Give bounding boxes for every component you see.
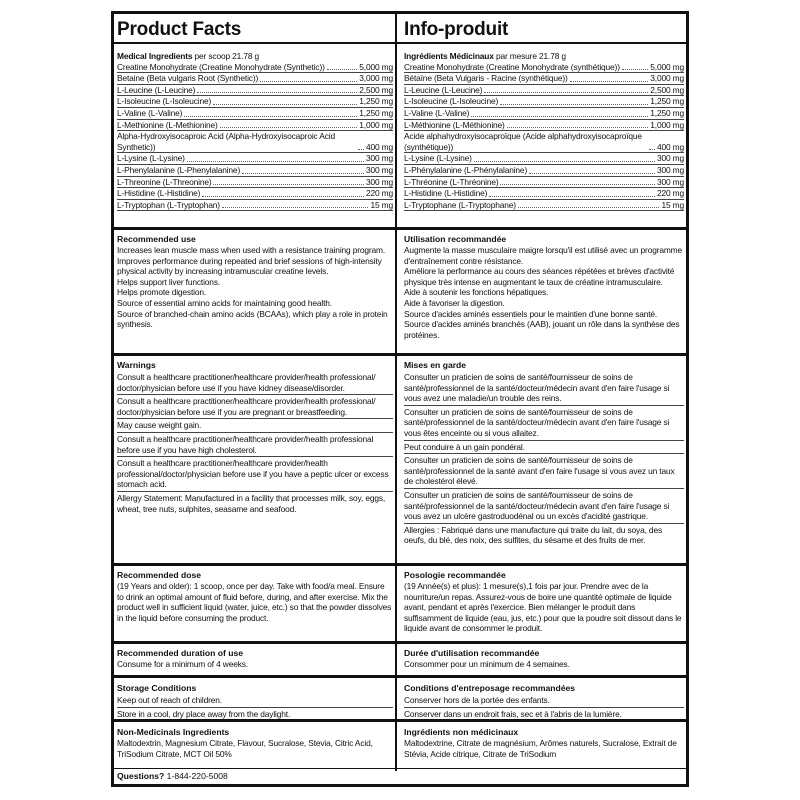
use-item: Source d'acides aminés essentiels pour le maintien d'une bonne santé. (404, 308, 658, 319)
storage-item: Store in a cool, dry place away from the daylight. (117, 708, 291, 719)
use-item: Augmente la masse musculaire maigre lorsqu'il est utilisé avec un programme d'entraînement contre résistance. (404, 245, 683, 266)
section-title: Conditions d'entreposage recommandées (404, 683, 576, 693)
leader-dots (474, 161, 655, 162)
ingredient-amount: 400 mg (656, 141, 684, 152)
warning-item: Consult a healthcare practitioner/healthcare provider/health professional/doctor/physician before use if you have a peptic ulcer or excess stomach acid. (117, 457, 393, 492)
leader-dots (222, 207, 369, 208)
storage-en (117, 683, 393, 720)
ingredient-amount: 300 mg (656, 176, 684, 187)
medical-ingredients-fr (404, 51, 684, 211)
ingredient-amount: 1,250 mg (650, 96, 684, 107)
ingredient-row (404, 153, 684, 165)
medical-rows (404, 62, 684, 212)
ingredient-amount: 1,250 mg (359, 107, 393, 118)
section-title: Warnings (117, 360, 156, 370)
heading-fr: Info-produit (404, 19, 509, 40)
section-title: Posologie recommandée (404, 570, 506, 580)
duration-en (117, 648, 393, 670)
recommended-use-en (117, 234, 393, 330)
section-title: Recommended use (117, 234, 196, 244)
ingredient-row (117, 96, 393, 108)
leader-dots (622, 69, 648, 70)
ingredient-amount: 300 mg (365, 176, 393, 187)
ingredient-amount: 300 mg (365, 164, 393, 175)
use-list (117, 245, 393, 330)
ingredient-row (404, 73, 684, 85)
warning-item: Consulter un praticien de soins de santé/fournisseur de soins de santé/professionnel de la santé/docteur/médecin avant d'en faire l'usage si vous avez une maladie/un trouble des reins. (404, 371, 684, 406)
ingredient-row (404, 108, 684, 120)
leader-dots (197, 92, 357, 93)
ingredient-name: L-Methionine (L-Methionine) (117, 119, 218, 130)
ingredient-row (117, 165, 393, 177)
medical-title (404, 51, 684, 62)
ingredient-row (404, 165, 684, 177)
warnings-list (117, 371, 393, 515)
leader-dots (484, 92, 648, 93)
ingredient-amount: 3,000 mg (650, 73, 684, 84)
ingredient-amount: 220 mg (365, 188, 393, 199)
ingredient-row (117, 85, 393, 97)
questions-line (117, 771, 228, 782)
use-item: Améliore la performance au cours des séances répétées et brèves d'activité physique très intense en augmentant le taux de créatine intramusculaire. (404, 266, 675, 287)
storage-item: Conserver hors de la portée des enfants. (404, 694, 684, 708)
ingredient-row (117, 131, 393, 153)
ingredient-row (117, 62, 393, 74)
divider-duration (114, 675, 686, 678)
ingredient-amount: 1,250 mg (650, 107, 684, 118)
duration-fr (404, 648, 684, 670)
ingredient-row (117, 153, 393, 165)
medical-rows (117, 62, 393, 212)
leader-dots (507, 127, 649, 128)
ingredient-name: Betaine (Beta vulgaris Root (Synthetic)) (117, 73, 259, 84)
use-item: Increases lean muscle mass when used with a resistance training program. (117, 245, 386, 255)
recommended-use-fr (404, 234, 684, 340)
dose-text: (19 Année(s) et plus): 1 mesure(s),1 fois par jour. Prendre avec de la nourriture/un repas. Assurez-vous de boire une quantité optimale de liquide avant, pendant et après l'exercice. Bien mélanger le produit dans suffisamment de liquide (eau, jus, etc.) pour que la poudre soit dissout dans le liquide avant de consommer le produit. (404, 581, 682, 634)
section-title: Mises en garde (404, 360, 467, 370)
column-divider (395, 14, 397, 771)
leader-dots (489, 196, 655, 197)
section-title: Durée d'utilisation recommandée (404, 648, 540, 658)
ingredient-name: L-Phenylalanine (L-Phenylalanine) (117, 164, 241, 175)
ingredient-name: Creatine Monohydrate (Creatine Monohydrate (synthétique)) (404, 61, 620, 72)
divider-dose (114, 641, 686, 644)
ingredient-name: L-Isoleucine (L-Isoleucine) (117, 96, 212, 107)
phone-number[interactable]: 1-844-220-5008 (166, 771, 228, 781)
ingredient-row (404, 177, 684, 189)
ingredient-name: Creatine Monohydrate (Creatine Monohydrate (Synthetic)) (117, 61, 325, 72)
non-medicinal-en (117, 727, 393, 759)
medical-ingredients-en (117, 51, 393, 211)
ingredient-name: L-Histidine (L-Histidine) (404, 188, 488, 199)
warning-item: Allergy Statement: Manufactured in a facility that processes milk, soy, eggs, wheat, tree nuts, sulphites, seasame and seafood. (117, 492, 386, 514)
ingredient-amount: 1,000 mg (359, 119, 393, 130)
ingredient-name: L-Lysine (L-Lysine) (117, 153, 185, 164)
ingredient-amount: 5,000 mg (359, 61, 393, 72)
ingredient-row (117, 120, 393, 132)
use-item: Helps promote digestion. (117, 287, 207, 298)
section-title: Recommended dose (117, 570, 202, 580)
ingredient-name: L-Isoleucine (L-Isoleucine) (404, 96, 499, 107)
recommended-dose-fr (404, 570, 684, 634)
ingredient-row (117, 73, 393, 85)
ingredient-name: L-Valine (L-Valine) (117, 107, 183, 118)
warning-item: Allergies : Fabriqué dans une manufacture qui traite du lait, du soya, des oeufs, du blé, des noix, des sulfites, du sésame et des fruits de mer. (404, 524, 662, 546)
use-item: Aide à favoriser la digestion. (404, 297, 505, 308)
storage-item: Conserver dans un endroit frais, sec et à l'abris de la lumière. (404, 708, 622, 719)
ingredient-name: L-Leucine (L-Leucine) (404, 84, 483, 95)
warnings-list (404, 371, 684, 547)
leader-dots (184, 116, 357, 117)
ingredient-row (117, 108, 393, 120)
section-title: Recommended duration of use (117, 648, 244, 658)
ingredient-name: L-Lysine (L-Lysine) (404, 153, 472, 164)
leader-dots (213, 184, 363, 185)
leader-dots (529, 173, 655, 174)
ingredient-amount: 5,000 mg (650, 61, 684, 72)
warning-item: Peut conduire à un gain pondéral. (404, 441, 684, 455)
divider-warnings (114, 563, 686, 566)
warning-item: Consulter un praticien de soins de santé/fournisseur de soins de santé/professionnel de la santé/docteur/médecin avant d'en faire l'usage si vous êtes enceinte ou si vous allaitez. (404, 406, 684, 441)
leader-dots (220, 127, 358, 128)
ingredient-amount: 300 mg (656, 153, 684, 164)
warning-item: May cause weight gain. (117, 419, 393, 433)
use-item: Source of essential amino acids for maintaining good health. (117, 297, 332, 308)
leader-dots (518, 207, 660, 208)
serving-size: par mesure 21.78 g (495, 51, 566, 61)
dose-text: (19 Years and older): 1 scoop, once per day. Take with food/a meal. Ensure to drink an optimal amount of fluid before, during, and after exercise. Mix the product well in sufficient liquid (water, juice, etc.) so that the powder dissolves in the liquid before consuming the product. (117, 581, 392, 623)
questions-label: Questions? (117, 771, 165, 781)
ingredient-amount: 2,500 mg (359, 84, 393, 95)
use-item: Improves performance during repeated and brief sessions of high-intensity physical activity by increasing intramuscular creatine levels. (117, 255, 382, 277)
ingredient-amount: 220 mg (656, 188, 684, 199)
ingredient-amount: 3,000 mg (359, 73, 393, 84)
ingredient-row (404, 96, 684, 108)
leader-dots (242, 173, 364, 174)
warnings-en (117, 360, 393, 515)
use-item: Helps support liver functions. (117, 276, 221, 287)
non-medicinal-text: Maltodextrine, Citrate de magnésium, Arômes naturels, Sucralose, Extrait de Stévia, Acide citrique, Citrate de TriSodium (404, 738, 677, 759)
ingredient-amount: 15 mg (661, 199, 684, 210)
ingredient-name: L-Tryptophane (L-Tryptophane) (404, 199, 516, 210)
ingredient-amount: 300 mg (656, 164, 684, 175)
duration-text: Consume for a minimum of 4 weeks. (117, 659, 248, 669)
ingredient-name: Alpha-Hydroxyisocaproic Acid (Alpha-Hydroxyisocaproic Acid Synthetic)) (117, 131, 335, 152)
ingredient-row (404, 120, 684, 132)
non-medicinal-text: Maltodextrin, Magnesium Citrate, Flavour, Sucralose, Stevia, Citric Acid, TriSodium Citrate, MCT Oil 50% (117, 738, 373, 759)
ingredient-row (117, 177, 393, 189)
warning-item: Consult a healthcare practitioner/healthcare provider/health professional before use if you have high cholesterol. (117, 433, 393, 457)
section-title: Utilisation recommandée (404, 234, 507, 244)
divider-heading (114, 42, 686, 44)
ingredient-name: L-Histidine (L-Histidine) (117, 188, 201, 199)
ingredient-row (404, 200, 684, 212)
ingredient-name: L-Tryptophan (L-Tryptophan) (117, 199, 220, 210)
ingredient-name: L-Threonine (L-Threonine) (117, 176, 212, 187)
non-medicinal-fr (404, 727, 684, 759)
section-title: Non-Medicinals Ingredients (117, 727, 230, 737)
serving-size: per scoop 21.78 g (194, 51, 260, 61)
ingredient-name: L-Méthionine (L-Méthionine) (404, 119, 505, 130)
ingredient-name: L-Phénylalanine (L-Phénylalanine) (404, 164, 528, 175)
divider-medical (114, 227, 686, 230)
section-title: Ingrédients non médicinaux (404, 727, 519, 737)
leader-dots (471, 116, 648, 117)
ingredient-name: Acide alphahydroxyisocaproïque (Acide alphahydroxyisocaproïque (synthétique)) (404, 131, 642, 152)
heading-en: Product Facts (117, 19, 242, 40)
storage-item: Keep out of reach of children. (117, 694, 393, 708)
duration-text: Consommer pour un minimum de 4 semaines. (404, 659, 570, 669)
ingredient-row (404, 85, 684, 97)
medical-title (117, 51, 393, 62)
use-item: Source of branched-chain amino acids (BCAAs), which play a role in protein synthesis. (117, 308, 388, 330)
ingredient-row (117, 188, 393, 200)
ingredient-amount: 15 mg (370, 199, 393, 210)
leader-dots (187, 161, 364, 162)
ingredient-name: L-Leucine (L-Leucine) (117, 84, 196, 95)
leader-dots (260, 81, 357, 82)
leader-dots (213, 104, 357, 105)
divider-use (114, 353, 686, 356)
warning-item: Consult a healthcare practitioner/healthcare provider/health professional/ doctor/physician before use if you have kidney disease/disorder. (117, 371, 393, 395)
warning-item: Consulter un praticien de soins de santé/fournisseur de soins de santé/professionnel de la santé avant d'en faire l'usage si vous avez un taux de cholestérol élevé. (404, 454, 684, 489)
storage-fr (404, 683, 684, 720)
use-item: Source d'acides aminés branchés (AAB), jouant un rôle dans la synthèse des protéines. (404, 319, 680, 340)
divider-nonmed (114, 768, 686, 769)
ingredient-amount: 2,500 mg (650, 84, 684, 95)
section-title: Storage Conditions (117, 683, 197, 693)
warnings-fr (404, 360, 684, 547)
leader-dots (500, 184, 654, 185)
ingredient-name: L-Valine (L-Valine) (404, 107, 470, 118)
ingredient-row (404, 62, 684, 74)
ingredient-amount: 1,000 mg (650, 119, 684, 130)
leader-dots (202, 196, 364, 197)
ingredient-row (117, 200, 393, 212)
warning-item: Consult a healthcare practitioner/healthcare provider/health professional/ doctor/physician before use if you are pregnant or breastfeeding. (117, 395, 393, 419)
leader-dots (358, 149, 364, 150)
ingredient-name: Bétaïne (Beta Vulgaris - Racine (synthétique)) (404, 73, 568, 84)
leader-dots (327, 69, 358, 70)
medical-title-label: Medical Ingredients (117, 51, 193, 61)
ingredient-name: L-Thréonine (L-Thréonine) (404, 176, 499, 187)
recommended-dose-en (117, 570, 393, 623)
medical-title-label: Ingrédients Médicinaux (404, 51, 494, 61)
leader-dots (500, 104, 648, 105)
ingredient-amount: 1,250 mg (359, 96, 393, 107)
leader-dots (649, 149, 655, 150)
use-list (404, 245, 684, 340)
leader-dots (570, 81, 649, 82)
warning-item: Consulter un praticien de soins de santé/fournisseur de soins de santé/professionnel de la santé/docteur/médecin avant d'en faire l'usage si vous avez un ulcère gastroduodénal ou un excès d'acidité gastrique. (404, 489, 684, 524)
use-item: Aide à soutenir les fonctions hépatiques. (404, 287, 549, 298)
ingredient-row (404, 131, 684, 153)
ingredient-amount: 400 mg (365, 141, 393, 152)
ingredient-row (404, 188, 684, 200)
ingredient-amount: 300 mg (365, 153, 393, 164)
